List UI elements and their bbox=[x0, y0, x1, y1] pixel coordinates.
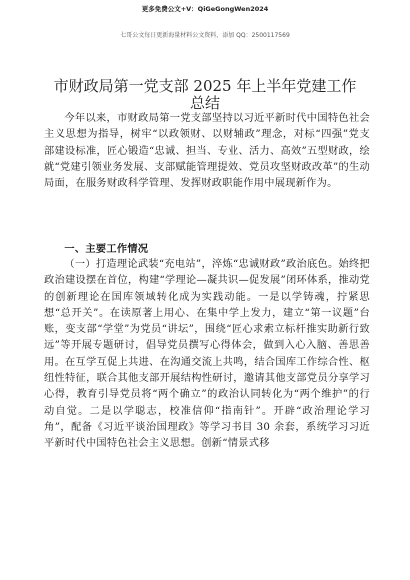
section-heading-block bbox=[44, 241, 370, 257]
section-heading: 一、主要工作情况 bbox=[64, 243, 149, 255]
header-note: 七哥公文每日更新海量材料公文资料，添加 QQ：2500117569 bbox=[120, 32, 290, 39]
intro-paragraph-block bbox=[44, 111, 370, 192]
intro-paragraph: 今年以来，市财政局第一党支部坚持以习近平新时代中国特色社会主义思想为指导，树牢“以政领财、以财辅政”理念，对标“四强”党支部建设标准，匠心锻造“忠诚、担当、专业、活力、高效”五型财政，绘就“党建引领业务发展、支部赋能管理提效、党员攻坚财政改革”的生动局面，在服务财政科学管理、发挥财政职能作用中展现新作为。 bbox=[44, 113, 370, 190]
header-watermark: 更多免费公文+V：QiGeGongWen2024 bbox=[141, 5, 269, 13]
document-title bbox=[40, 78, 370, 112]
section1-paragraph: （一）打造理论武装“充电站”，淬炼“忠诚财政”政治底色。始终把政治建设摆在首位，构建“学理论—凝共识—促发展”闭环体系，推动党的创新理论在国库领域转化成为实践动能。一是以学铸魂，拧紧思想“总开关”。在读原著上用心、在集中学上发力，建立“第一议题”台账，变支部“学堂”为党员“讲坛”，围绕“匠心求索立标杆推实助新行致远”等开展专题研讨，倡导党员撰写心得体会，做到入心入脑、善思善用。在互学互促上共进、在沟通交流上共鸣，结合国库工作综合性、枢纽性特征，联合其他支部开展结构性研讨，邀请其他支部党员分享学习心得，教育引导党员将“两个确立”的政治认同转化为“两个维护”的行动自觉。二是以学聪志，校准信仰“指南针”。开辟“政治理论学习角”，配备《习近平谈治国理政》等学习书目 30 余套，系统学习习近平新时代中国特色社会主义思想。创新“情景式移 bbox=[44, 259, 370, 450]
title-line-1: 市财政局第一党支部 2025 年上半年党建工作 bbox=[53, 77, 357, 95]
title-line-2: 总结 bbox=[189, 94, 220, 112]
section1-paragraph-block bbox=[44, 257, 370, 453]
